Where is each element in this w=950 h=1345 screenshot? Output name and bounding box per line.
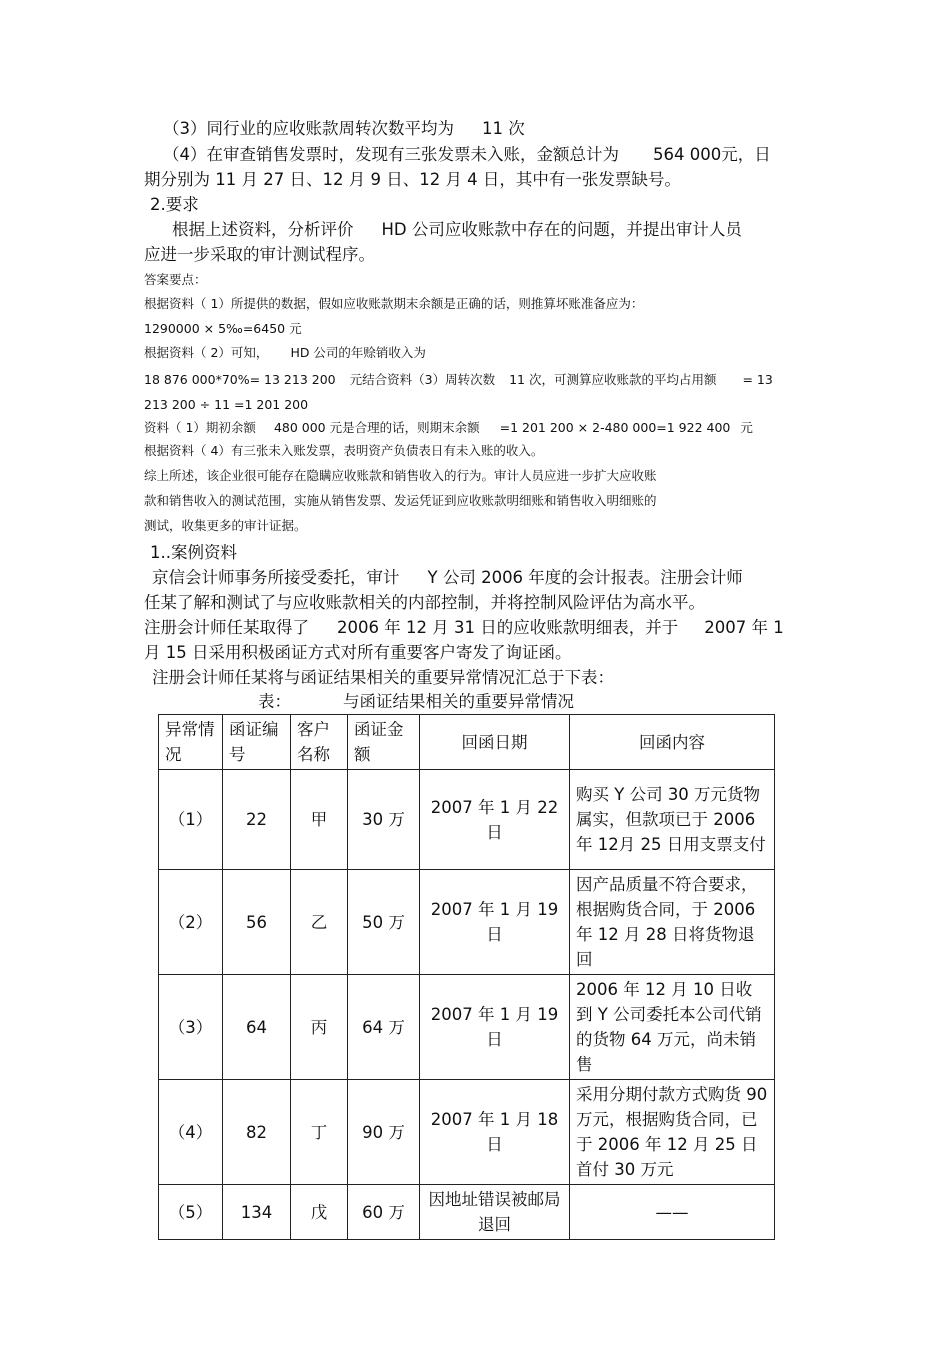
cell-reply-date: 因地址错误被邮局退回 — [420, 1185, 570, 1240]
answer-line-2: 根据资料（ 1）所提供的数据，假如应收账款期末余额是正确的话，则推算坏账准备应为： — [144, 296, 644, 311]
text: 元 — [740, 420, 753, 435]
answer-line-11: 测试，收集更多的审计证据。 — [144, 518, 307, 533]
cell-case: （3） — [159, 975, 223, 1080]
answer-line-3: 1290000 × 5‰=6450 元 — [144, 321, 302, 336]
header-cell: 客户名称 — [291, 715, 348, 770]
answer-heading: 答案要点： — [144, 272, 207, 287]
cell-reply-content: 购买 Y 公司 30 万元货物属实，但款项已于 2006年 12月 25 日用支票支付 — [570, 770, 775, 870]
cell-customer: 乙 — [291, 870, 348, 975]
text: 资料（ 1）期初余额 — [144, 420, 256, 435]
cell-number: 22 — [223, 770, 291, 870]
cell-number: 64 — [223, 975, 291, 1080]
case-line-5: 月 15 日采用积极函证方式对所有重要客户寄发了询证函。 — [144, 643, 572, 662]
text: =1 201 200 × 2-480 000=1 922 400 — [499, 420, 731, 435]
cell-number: 56 — [223, 870, 291, 975]
cell-reply-date: 2007 年 1 月 19 日 — [420, 870, 570, 975]
table-row — [159, 870, 775, 975]
cell-customer: 甲 — [291, 770, 348, 870]
top-line-6: 应进一步采取的审计测试程序。 — [144, 245, 375, 264]
cell-case: （1） — [159, 770, 223, 870]
answer-line-8: 根据资料（ 4）有三张未入账发票，表明资产负债表日有未入账的收入。 — [144, 443, 544, 458]
anomaly-table — [158, 714, 775, 1240]
top-line-1 — [163, 121, 525, 138]
cell-number: 82 — [223, 1080, 291, 1185]
cell-amount: 50 万 — [348, 870, 420, 975]
text: 根据上述资料，分析评价 — [172, 220, 354, 239]
top-line-2 — [163, 147, 771, 164]
text: = 13 — [742, 372, 773, 387]
case-line-2 — [152, 570, 743, 587]
text: （4）在审查销售发票时，发现有三张发票未入账，金额总计为 — [163, 145, 619, 164]
text: HD 公司的年赊销收入为 — [290, 345, 426, 360]
answer-line-4 — [144, 347, 426, 360]
text: 根据资料（ 2）可知， — [144, 345, 269, 360]
answer-line-7 — [144, 422, 753, 435]
table-caption — [258, 694, 574, 711]
cell-customer: 丁 — [291, 1080, 348, 1185]
cell-number: 134 — [223, 1185, 291, 1240]
table-row — [159, 1080, 775, 1185]
text: 18 876 000*70%= 13 213 200 — [144, 372, 336, 387]
text: 11 次，可测算应收账款的平均占用额 — [509, 372, 717, 387]
text: 元结合资料（3）周转次数 — [349, 372, 496, 387]
cell-reply-content: 因产品质量不符合要求，根据购货合同，于 2006 年 12 月 28 日将货物退回 — [570, 870, 775, 975]
text: 11 次 — [482, 119, 525, 138]
header-cell: 异常情况 — [159, 715, 223, 770]
text: 2006 年 12 月 31 日的应收账款明细表，并于 — [337, 618, 679, 637]
text: HD 公司应收账款中存在的问题，并提出审计人员 — [381, 220, 742, 239]
text: 480 000 元是合理的话，则期末余额 — [273, 420, 480, 435]
cell-reply-date: 2007 年 1 月 22 日 — [420, 770, 570, 870]
table-row — [159, 975, 775, 1080]
case-line-3: 任某了解和测试了与应收账款相关的内部控制，并将控制风险评估为高水平。 — [144, 593, 705, 612]
cell-reply-content: 采用分期付款方式购货 90 万元，根据购货合同，已于 2006 年 12 月 25 日首付 30 万元 — [570, 1080, 775, 1185]
text: Y 公司 2006 年度的会计报表。注册会计师 — [427, 568, 743, 587]
top-line-5 — [172, 222, 742, 239]
cell-case: （2） — [159, 870, 223, 975]
answer-line-10: 款和销售收入的测试范围，实施从销售发票、发运凭证到应收账款明细账和销售收入明细账的 — [144, 493, 657, 508]
table-row — [159, 1185, 775, 1240]
case-heading: 1..案例资料 — [150, 543, 237, 562]
case-line-4 — [144, 620, 784, 637]
cell-amount: 64 万 — [348, 975, 420, 1080]
text: 与函证结果相关的重要异常情况 — [343, 692, 574, 711]
text: 564 000元，日 — [653, 145, 771, 164]
text: （3）同行业的应收账款周转次数平均为 — [163, 119, 454, 138]
answer-line-9: 综上所述，该企业很可能存在隐瞒应收账款和销售收入的行为。审计人员应进一步扩大应收账 — [144, 468, 657, 483]
table-row — [159, 770, 775, 870]
case-line-6: 注册会计师任某将与函证结果相关的重要异常情况汇总于下表： — [152, 668, 614, 687]
cell-case: （4） — [159, 1080, 223, 1185]
header-cell: 回函内容 — [570, 715, 775, 770]
cell-customer: 丙 — [291, 975, 348, 1080]
answer-line-5 — [144, 374, 773, 387]
cell-amount: 60 万 — [348, 1185, 420, 1240]
cell-reply-content: 2006 年 12 月 10 日收到 Y 公司委托本公司代销的货物 64 万元，尚未销售 — [570, 975, 775, 1080]
header-cell: 函证编号 — [223, 715, 291, 770]
text: 2007 年 1 — [704, 618, 784, 637]
header-cell: 函证金额 — [348, 715, 420, 770]
cell-amount: 90 万 — [348, 1080, 420, 1185]
text: 注册会计师任某取得了 — [144, 618, 309, 637]
requirement-heading: 2.要求 — [150, 195, 199, 214]
cell-case: （5） — [159, 1185, 223, 1240]
top-line-3: 期分别为 11 月 27 日、12 月 9 日、12 月 4 日，其中有一张发票缺号。 — [144, 170, 681, 189]
header-cell: 回函日期 — [420, 715, 570, 770]
cell-reply-date: 2007 年 1 月 18 日 — [420, 1080, 570, 1185]
table-header-row — [159, 715, 775, 770]
cell-reply-date: 2007 年 1 月 19 日 — [420, 975, 570, 1080]
text: 表： — [258, 692, 291, 711]
cell-amount: 30 万 — [348, 770, 420, 870]
cell-reply-content: —— — [570, 1185, 775, 1240]
text: 京信会计师事务所接受委托，审计 — [152, 568, 400, 587]
answer-line-6: 213 200 ÷ 11 =1 201 200 — [144, 397, 309, 412]
cell-customer: 戊 — [291, 1185, 348, 1240]
